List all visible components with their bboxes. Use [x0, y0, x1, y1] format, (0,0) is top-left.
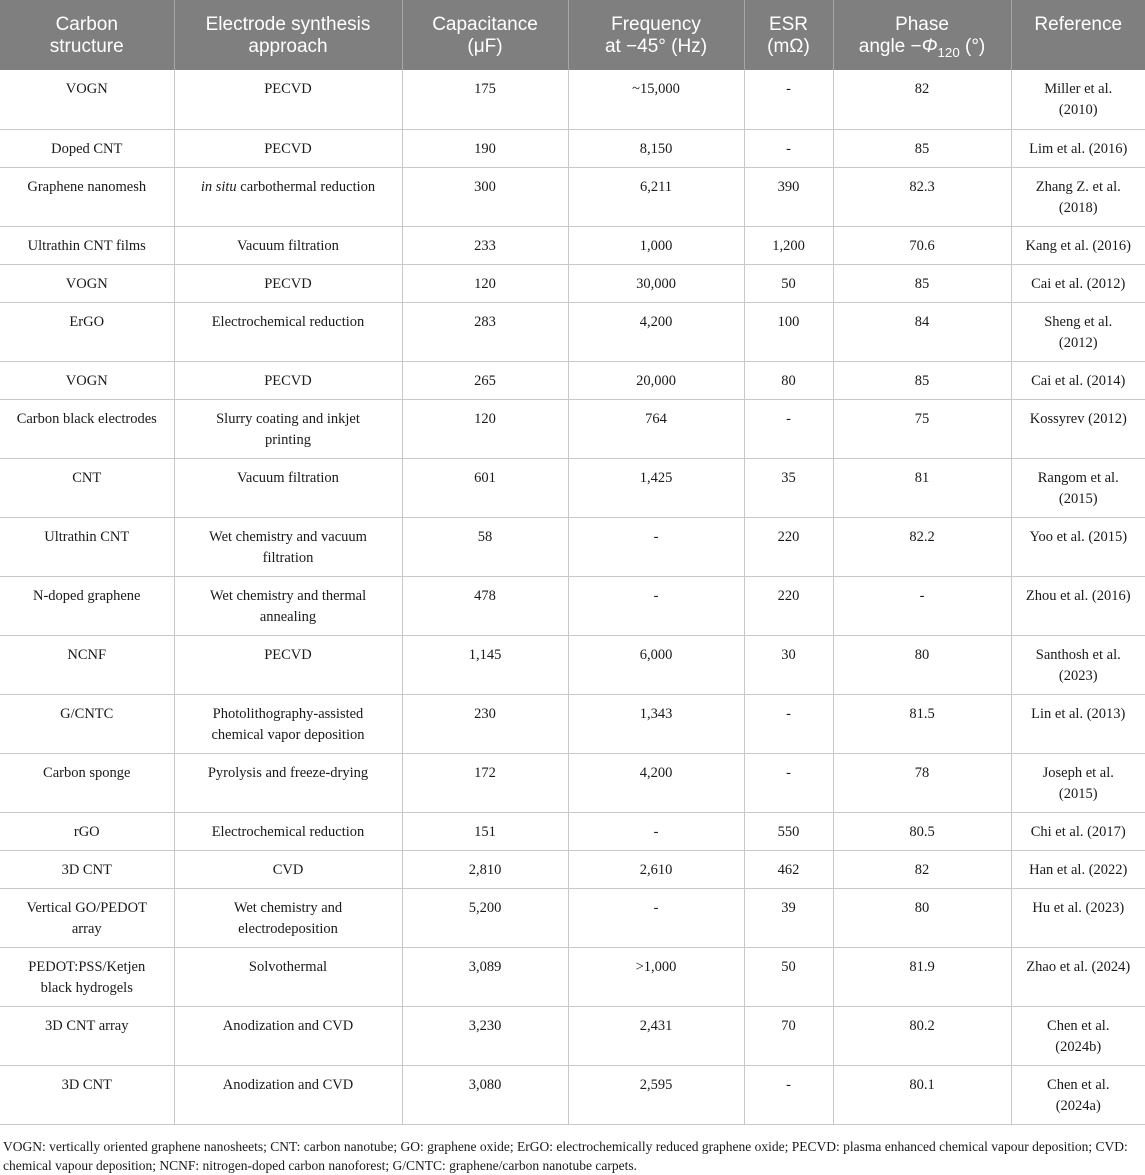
cell-carbon-structure: Carbon sponge: [0, 753, 174, 812]
cell-reference: Chen et al. (2024b): [1011, 1006, 1145, 1065]
cell-frequency: ~15,000: [568, 70, 744, 129]
cell-reference: Cai et al. (2012): [1011, 264, 1145, 302]
cell-carbon-structure: Ultrathin CNT films: [0, 226, 174, 264]
cell-esr: 39: [744, 888, 833, 947]
cell-esr: 70: [744, 1006, 833, 1065]
approach-text: carbothermal reduction: [236, 178, 376, 195]
cell-synthesis-approach: Electrochemical reduction: [174, 812, 402, 850]
cell-reference: Han et al. (2022): [1011, 850, 1145, 888]
cell-capacitance: 5,200: [402, 888, 568, 947]
cell-capacitance: 120: [402, 264, 568, 302]
cell-carbon-structure: VOGN: [0, 70, 174, 129]
table-row: [0, 399, 1145, 458]
table-row: [0, 753, 1145, 812]
cell-carbon-structure: G/CNTC: [0, 694, 174, 753]
cell-carbon-structure: VOGN: [0, 264, 174, 302]
cell-carbon-structure: Graphene nanomesh: [0, 167, 174, 226]
header-esr: ESR (mΩ): [744, 0, 833, 70]
cell-frequency: 1,343: [568, 694, 744, 753]
cell-esr: 80: [744, 361, 833, 399]
cell-frequency: -: [568, 576, 744, 635]
cell-reference: Miller et al. (2010): [1011, 70, 1145, 129]
table-row: [0, 167, 1145, 226]
cell-synthesis-approach: Anodization and CVD: [174, 1065, 402, 1124]
cell-synthesis-approach: Wet chemistry and electrodeposition: [174, 888, 402, 947]
table-row: [0, 226, 1145, 264]
cell-frequency: 1,425: [568, 458, 744, 517]
cell-synthesis-approach: Vacuum filtration: [174, 226, 402, 264]
table-row: [0, 850, 1145, 888]
cell-frequency: 4,200: [568, 302, 744, 361]
header-carbon-structure: Carbon structure: [0, 0, 174, 70]
cell-reference: Sheng et al. (2012): [1011, 302, 1145, 361]
cell-carbon-structure: 3D CNT: [0, 1065, 174, 1124]
cell-capacitance: 230: [402, 694, 568, 753]
cell-reference: Chen et al. (2024a): [1011, 1065, 1145, 1124]
cell-frequency: -: [568, 812, 744, 850]
table-row: [0, 129, 1145, 167]
cell-capacitance: 3,230: [402, 1006, 568, 1065]
cell-esr: -: [744, 129, 833, 167]
cell-carbon-structure: N-doped graphene: [0, 576, 174, 635]
cell-carbon-structure: Vertical GO/PEDOT array: [0, 888, 174, 947]
approach-italic-text: in situ: [200, 178, 237, 195]
cell-esr: 50: [744, 264, 833, 302]
cell-phase-angle: 80.2: [833, 1006, 1011, 1065]
cell-carbon-structure: 3D CNT array: [0, 1006, 174, 1065]
cell-phase-angle: 82: [833, 850, 1011, 888]
cell-esr: -: [744, 1065, 833, 1124]
cell-esr: 390: [744, 167, 833, 226]
cell-phase-angle: 85: [833, 361, 1011, 399]
cell-frequency: 30,000: [568, 264, 744, 302]
cell-capacitance: 151: [402, 812, 568, 850]
cell-phase-angle: 85: [833, 264, 1011, 302]
cell-esr: 550: [744, 812, 833, 850]
cell-esr: -: [744, 694, 833, 753]
cell-capacitance: 233: [402, 226, 568, 264]
cell-synthesis-approach: PECVD: [174, 635, 402, 694]
cell-capacitance: 300: [402, 167, 568, 226]
cell-phase-angle: 81: [833, 458, 1011, 517]
cell-carbon-structure: 3D CNT: [0, 850, 174, 888]
cell-synthesis-approach: Electrochemical reduction: [174, 302, 402, 361]
cell-phase-angle: 85: [833, 129, 1011, 167]
phase-header-suffix: (°): [959, 36, 986, 57]
phase-header-prefix: angle −: [858, 36, 922, 57]
cell-phase-angle: 84: [833, 302, 1011, 361]
cell-frequency: 8,150: [568, 129, 744, 167]
cell-phase-angle: 75: [833, 399, 1011, 458]
cell-reference: Zhou et al. (2016): [1011, 576, 1145, 635]
cell-capacitance: 120: [402, 399, 568, 458]
cell-phase-angle: 78: [833, 753, 1011, 812]
cell-phase-angle: -: [833, 576, 1011, 635]
cell-carbon-structure: ErGO: [0, 302, 174, 361]
header-reference: Reference: [1011, 0, 1145, 70]
cell-reference: Joseph et al. (2015): [1011, 753, 1145, 812]
table-row: [0, 635, 1145, 694]
cell-capacitance: 3,089: [402, 947, 568, 1006]
table-row: [0, 361, 1145, 399]
table-row: [0, 70, 1145, 129]
table-row: [0, 302, 1145, 361]
cell-reference: Chi et al. (2017): [1011, 812, 1145, 850]
cell-esr: 220: [744, 576, 833, 635]
cell-capacitance: 601: [402, 458, 568, 517]
cell-frequency: 6,000: [568, 635, 744, 694]
cell-capacitance: 2,810: [402, 850, 568, 888]
cell-reference: Zhao et al. (2024): [1011, 947, 1145, 1006]
table-row: [0, 812, 1145, 850]
cell-frequency: 2,610: [568, 850, 744, 888]
cell-esr: 50: [744, 947, 833, 1006]
cell-carbon-structure: Carbon black electrodes: [0, 399, 174, 458]
cell-frequency: 6,211: [568, 167, 744, 226]
cell-frequency: 4,200: [568, 753, 744, 812]
table-footnote: VOGN: vertically oriented graphene nanosheets; CNT: carbon nanotube; GO: graphene oxide; ErGO: electrochemically reduced graphene oxide; PECVD: plasma enhanced chemical vapour deposition; CVD: chemical vapour deposition; NCNF: nitrogen-doped carbon nanoforest; G/CNTC: graphene/carbon nanotube carpets.: [3, 1139, 1128, 1173]
cell-esr: 30: [744, 635, 833, 694]
cell-reference: Kang et al. (2016): [1011, 226, 1145, 264]
cell-carbon-structure: VOGN: [0, 361, 174, 399]
cell-frequency: 764: [568, 399, 744, 458]
cell-capacitance: 58: [402, 517, 568, 576]
cell-esr: -: [744, 399, 833, 458]
cell-carbon-structure: Ultrathin CNT: [0, 517, 174, 576]
cell-capacitance: 265: [402, 361, 568, 399]
cell-synthesis-approach: PECVD: [174, 129, 402, 167]
table-header: [0, 0, 1145, 70]
cell-reference: Zhang Z. et al. (2018): [1011, 167, 1145, 226]
table-row: [0, 576, 1145, 635]
cell-carbon-structure: NCNF: [0, 635, 174, 694]
cell-synthesis-approach: PECVD: [174, 70, 402, 129]
table-row: [0, 264, 1145, 302]
cell-capacitance: 3,080: [402, 1065, 568, 1124]
cell-synthesis-approach: Anodization and CVD: [174, 1006, 402, 1065]
table-body: [0, 70, 1145, 1124]
phase-symbol: Φ: [921, 36, 938, 57]
table-row: [0, 1006, 1145, 1065]
cell-carbon-structure: Doped CNT: [0, 129, 174, 167]
cell-synthesis-approach: Slurry coating and inkjet printing: [174, 399, 402, 458]
cell-capacitance: 1,145: [402, 635, 568, 694]
cell-esr: 35: [744, 458, 833, 517]
table-row: [0, 947, 1145, 1006]
cell-phase-angle: 80.5: [833, 812, 1011, 850]
cell-esr: -: [744, 753, 833, 812]
cell-capacitance: 478: [402, 576, 568, 635]
cell-phase-angle: 81.9: [833, 947, 1011, 1006]
cell-phase-angle: 80: [833, 888, 1011, 947]
cell-esr: 220: [744, 517, 833, 576]
phase-subscript: 120: [937, 44, 960, 60]
cell-capacitance: 190: [402, 129, 568, 167]
cell-carbon-structure: PEDOT:PSS/Ketjen black hydrogels: [0, 947, 174, 1006]
header-phase-angle: [833, 0, 1011, 70]
cell-esr: 100: [744, 302, 833, 361]
cell-reference: Santhosh et al. (2023): [1011, 635, 1145, 694]
cell-phase-angle: 80: [833, 635, 1011, 694]
cell-reference: Rangom et al. (2015): [1011, 458, 1145, 517]
table-row: [0, 517, 1145, 576]
cell-frequency: 20,000: [568, 361, 744, 399]
cell-frequency: 1,000: [568, 226, 744, 264]
cell-synthesis-approach: [174, 167, 402, 226]
cell-phase-angle: 81.5: [833, 694, 1011, 753]
cell-capacitance: 283: [402, 302, 568, 361]
cell-reference: Yoo et al. (2015): [1011, 517, 1145, 576]
cell-capacitance: 172: [402, 753, 568, 812]
table-row: [0, 694, 1145, 753]
cell-reference: Hu et al. (2023): [1011, 888, 1145, 947]
cell-synthesis-approach: Wet chemistry and vacuum filtration: [174, 517, 402, 576]
cell-phase-angle: 80.1: [833, 1065, 1011, 1124]
cell-reference: Lim et al. (2016): [1011, 129, 1145, 167]
table-row: [0, 458, 1145, 517]
cell-phase-angle: 82.3: [833, 167, 1011, 226]
header-capacitance: Capacitance (μF): [402, 0, 568, 70]
cell-capacitance: 175: [402, 70, 568, 129]
cell-carbon-structure: rGO: [0, 812, 174, 850]
cell-frequency: 2,431: [568, 1006, 744, 1065]
cell-phase-angle: 70.6: [833, 226, 1011, 264]
cell-esr: 462: [744, 850, 833, 888]
cell-esr: 1,200: [744, 226, 833, 264]
table-row: [0, 1065, 1145, 1124]
cell-carbon-structure: CNT: [0, 458, 174, 517]
cell-synthesis-approach: PECVD: [174, 264, 402, 302]
cell-synthesis-approach: Wet chemistry and thermal annealing: [174, 576, 402, 635]
header-synthesis-approach: Electrode synthesis approach: [174, 0, 402, 70]
cell-synthesis-approach: Photolithography-assisted chemical vapor deposition: [174, 694, 402, 753]
cell-esr: -: [744, 70, 833, 129]
header-row: [0, 0, 1145, 70]
cell-reference: Cai et al. (2014): [1011, 361, 1145, 399]
cell-frequency: 2,595: [568, 1065, 744, 1124]
cell-synthesis-approach: PECVD: [174, 361, 402, 399]
cell-frequency: >1,000: [568, 947, 744, 1006]
cell-frequency: -: [568, 888, 744, 947]
table-row: [0, 888, 1145, 947]
cell-phase-angle: 82: [833, 70, 1011, 129]
cell-reference: Kossyrev (2012): [1011, 399, 1145, 458]
cell-synthesis-approach: Vacuum filtration: [174, 458, 402, 517]
phase-header-line1: Phase: [895, 14, 949, 35]
cell-synthesis-approach: Solvothermal: [174, 947, 402, 1006]
header-frequency: Frequency at −45° (Hz): [568, 0, 744, 70]
cell-reference: Lin et al. (2013): [1011, 694, 1145, 753]
cell-synthesis-approach: Pyrolysis and freeze-drying: [174, 753, 402, 812]
cell-synthesis-approach: CVD: [174, 850, 402, 888]
cell-phase-angle: 82.2: [833, 517, 1011, 576]
cell-frequency: -: [568, 517, 744, 576]
